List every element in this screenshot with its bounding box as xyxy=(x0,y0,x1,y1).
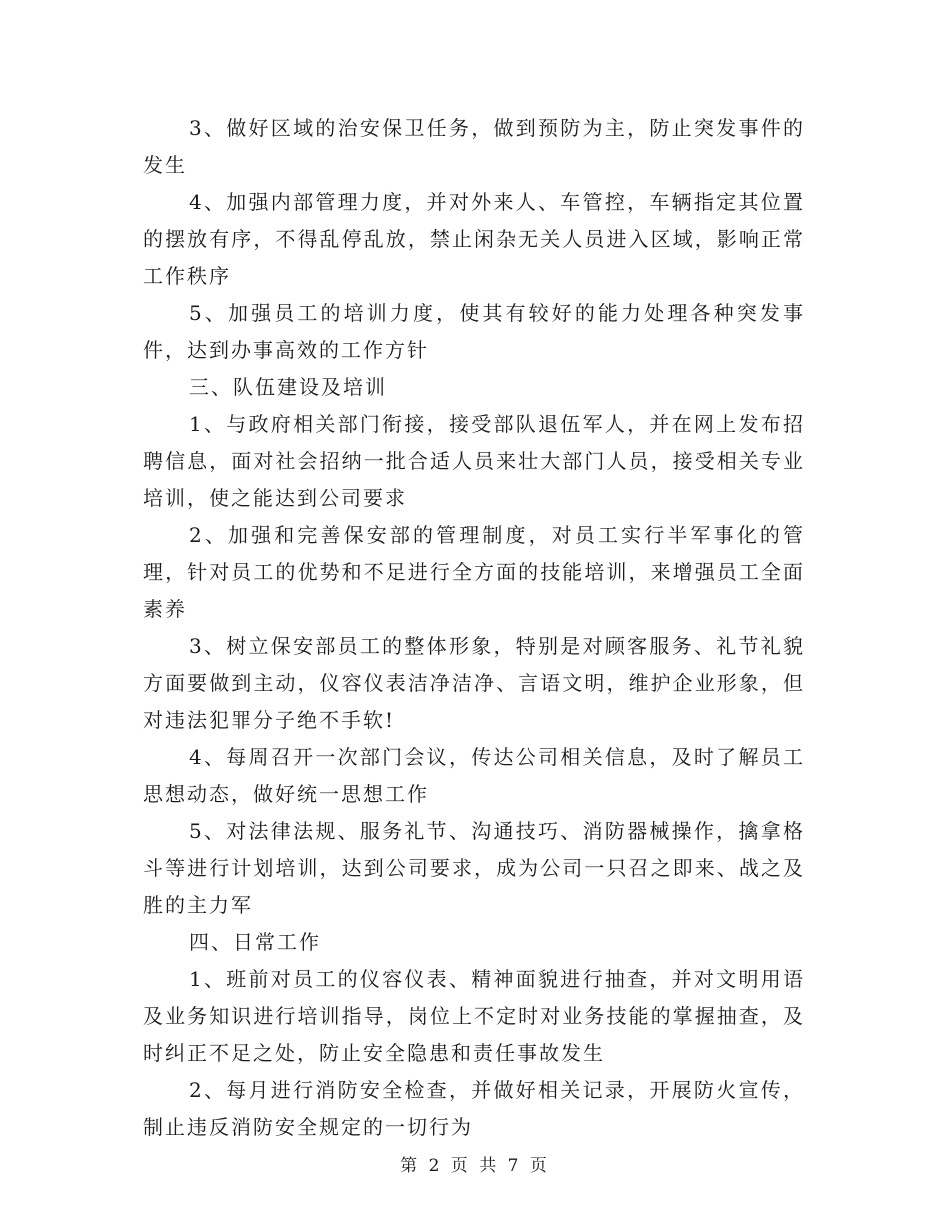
paragraph-item-3-security: 3、做好区域的治安保卫任务，做到预防为主，防止突发事件的发生 xyxy=(143,116,805,177)
paragraph-team-item-3: 3、树立保安部员工的整体形象，特别是对顾客服务、礼节礼貌方面要做到主动，仪容仪表洁净洁净、言语文明，维护企业形象，但对违法犯罪分子绝不手软! xyxy=(143,634,805,732)
section-heading-team-building: 三、队伍建设及培训 xyxy=(189,375,387,399)
paragraph-daily-item-2: 2、每月进行消防安全检查，并做好相关记录，开展防火宣传，制止违反消防安全规定的一切行为 xyxy=(143,1078,805,1139)
section-heading-daily-work: 四、日常工作 xyxy=(189,930,321,954)
paragraph-team-item-1: 1、与政府相关部门衔接，接受部队退伍军人，并在网上发布招聘信息，面对社会招纳一批合适人员来壮大部门人员，接受相关专业培训，使之能达到公司要求 xyxy=(143,412,805,510)
paragraph-daily-item-1: 1、班前对员工的仪容仪表、精神面貌进行抽查，并对文明用语及业务知识进行培训指导，岗位上不定时对业务技能的掌握抽查，及时纠正不足之处，防止安全隐患和责任事故发生 xyxy=(143,967,805,1065)
paragraph-team-item-2: 2、加强和完善保安部的管理制度，对员工实行半军事化的管理，针对员工的优势和不足进行全方面的技能培训，来增强员工全面素养 xyxy=(143,523,805,621)
paragraph-team-item-4: 4、每周召开一次部门会议，传达公司相关信息，及时了解员工思想动态，做好统一思想工作 xyxy=(143,745,805,806)
page-number-footer: 第 2 页 共 7 页 xyxy=(400,1156,550,1176)
paragraph-item-5-staff-training: 5、加强员工的培训力度，使其有较好的能力处理各种突发事件，达到办事高效的工作方针 xyxy=(143,301,805,362)
paragraph-item-4-internal-management: 4、加强内部管理力度，并对外来人、车管控，车辆指定其位置的摆放有序，不得乱停乱放，禁止闲杂无关人员进入区域，影响正常工作秩序 xyxy=(143,190,805,288)
document-body xyxy=(143,110,805,1146)
paragraph-team-item-5: 5、对法律法规、服务礼节、沟通技巧、消防器械操作，擒拿格斗等进行计划培训，达到公司要求，成为公司一只召之即来、战之及胜的主力军 xyxy=(143,819,805,917)
